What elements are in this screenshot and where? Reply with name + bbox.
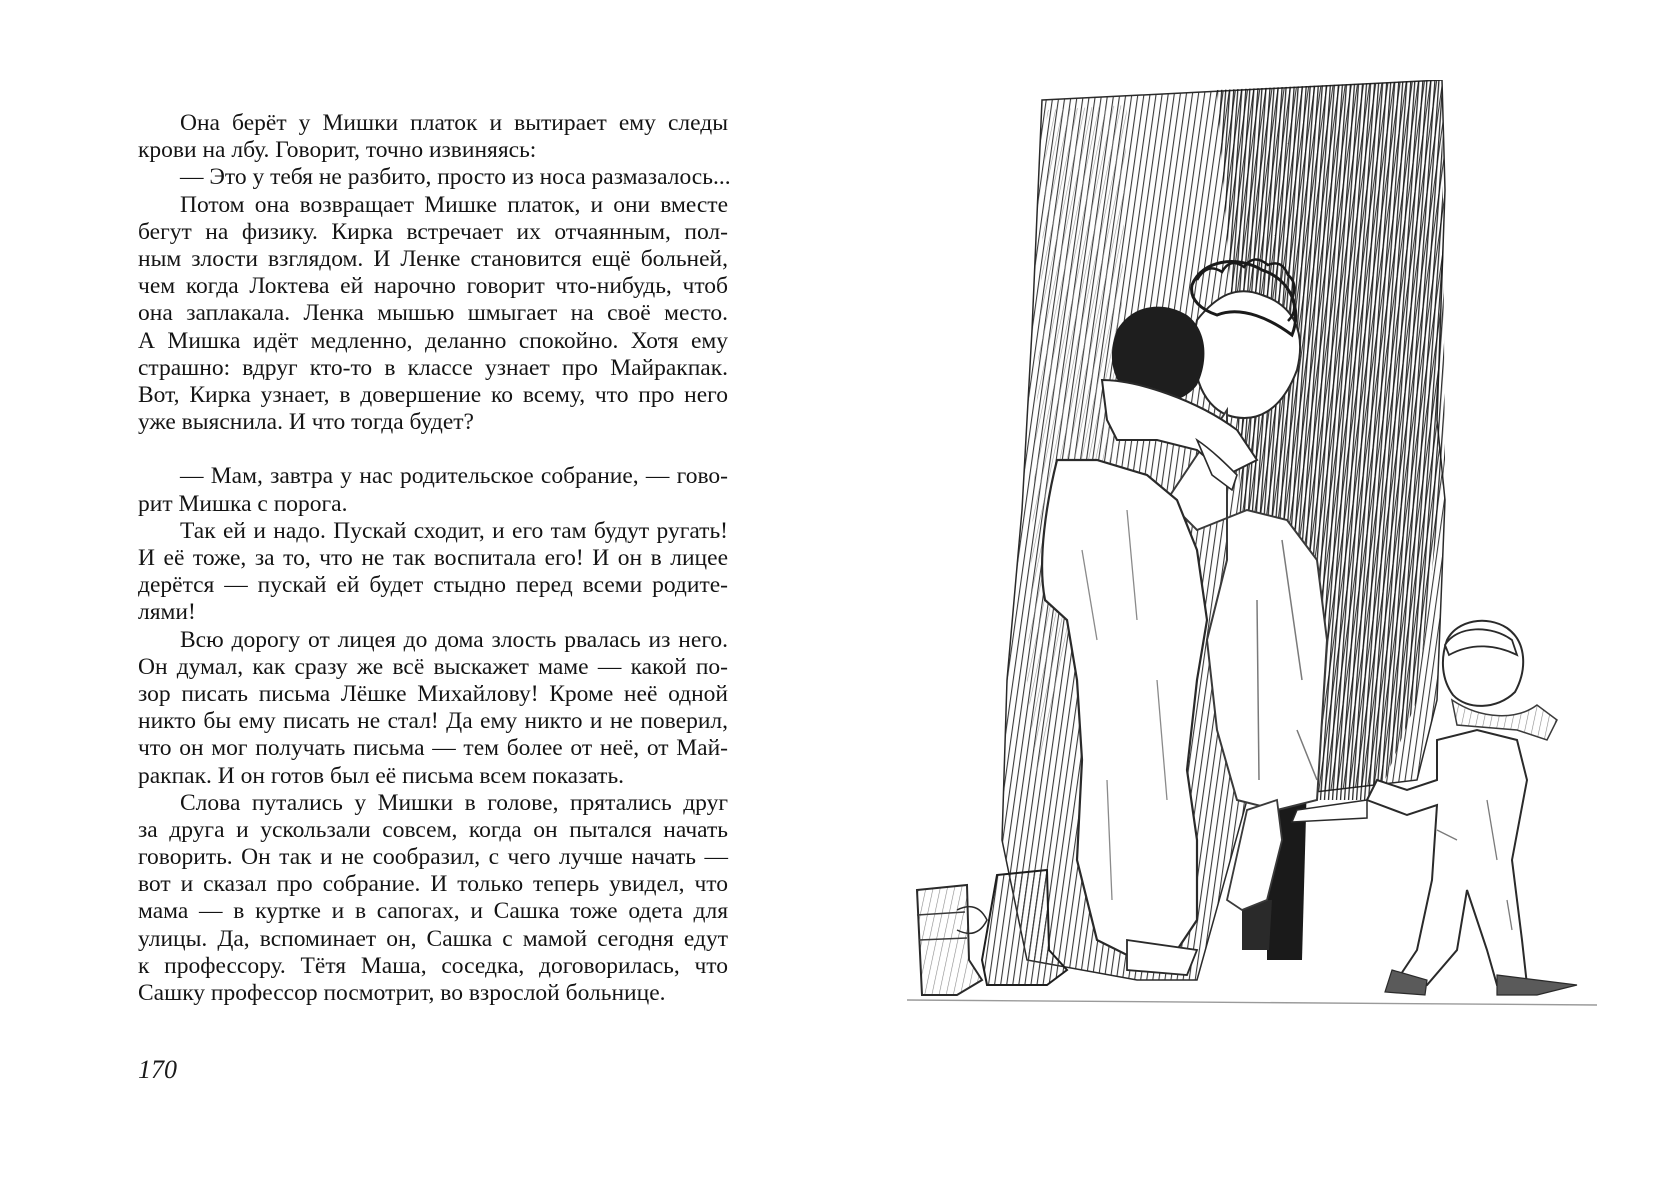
- text-line: Так ей и надо. Пускай сходит, и его там будут ругать!: [180, 517, 728, 544]
- text-line: к профессору. Тётя Маша, соседка, договорилась, что: [138, 952, 728, 979]
- section-break: [138, 436, 728, 463]
- text-line: что он мог получать письма — тем более от неё, от Май-: [138, 735, 728, 762]
- text-line: Потом она возвращает Мишке платок, и они вместе: [180, 191, 728, 218]
- text-line: ным злости взглядом. И Ленке становится ещё больней,: [138, 245, 728, 272]
- text-line: мама — в куртке и в сапогах, и Сашка тоже одета для: [138, 898, 728, 925]
- text-line: дерётся — пускай ей будет стыдно перед всеми родите-: [138, 572, 728, 599]
- body-text: [138, 110, 731, 1007]
- text-line: страшно: вдруг кто-то в классе узнает про Майракпак.: [138, 354, 728, 381]
- text-line: Всю дорогу от лицея до дома злость рвалась из него.: [180, 626, 728, 653]
- text-line: уже выяснила. И что тогда будет?: [138, 409, 474, 436]
- text-line: чем когда Локтева ей нарочно говорит что-нибудь, чтоб: [138, 273, 728, 300]
- text-line: Он думал, как сразу же всё выскажет маме — какой по-: [138, 653, 728, 680]
- text-line: ракпак. И он готов был её письма всем показать.: [138, 762, 625, 789]
- boots: [917, 870, 1067, 995]
- page-number: 170: [138, 1055, 177, 1084]
- floor-line: [907, 1000, 1597, 1005]
- text-line: она заплакала. Ленка мышью шмыгает на своё место.: [138, 300, 728, 327]
- text-line: рит Мишка с порога.: [138, 490, 348, 517]
- text-line: никто бы ему писать не стал! Да ему никто и не поверил,: [138, 708, 728, 735]
- illustration-drawing: [897, 80, 1637, 1080]
- text-line: А Мишка идёт медленно, деланно спокойно. Хотя ему: [138, 327, 728, 354]
- text-line: — Это у тебя не разбито, просто из носа размазалось...: [180, 164, 731, 191]
- text-line: улицы. Да, вспоминает он, Сашка с мамой сегодня едут: [138, 925, 728, 952]
- text-line: Сашку профессор посмотрит, во взрослой больнице.: [138, 980, 666, 1006]
- text-line: зор писать письма Лёшке Михайлову! Кроме неё одной: [138, 680, 728, 707]
- text-line: бегут на физику. Кирка встречает их отчаянным, пол-: [138, 218, 728, 245]
- text-line: Вот, Кирка узнает, в довершение ко всему, что про него: [138, 381, 728, 408]
- text-line: И её тоже, за то, что не так воспитала его! И он в лицее: [138, 545, 728, 571]
- pencil-illustration: [897, 80, 1637, 1080]
- text-line: вот и сказал про собрание. И только теперь увидел, что: [138, 871, 728, 898]
- right-page: [827, 0, 1654, 1181]
- text-line: Слова путались у Мишки в голове, прятались друг: [180, 789, 728, 816]
- text-line: Она берёт у Мишки платок и вытирает ему следы: [180, 110, 728, 136]
- text-line: — Мам, завтра у нас родительское собрание, — гово-: [180, 463, 728, 490]
- text-line: лями!: [138, 599, 196, 626]
- text-line: крови на лбу. Говорит, точно извиняясь:: [138, 137, 537, 164]
- text-line: за друга и ускользали совсем, когда он пытался начать: [138, 816, 728, 843]
- text-line: говорить. Он так и не сообразил, с чего лучше начать —: [138, 844, 728, 871]
